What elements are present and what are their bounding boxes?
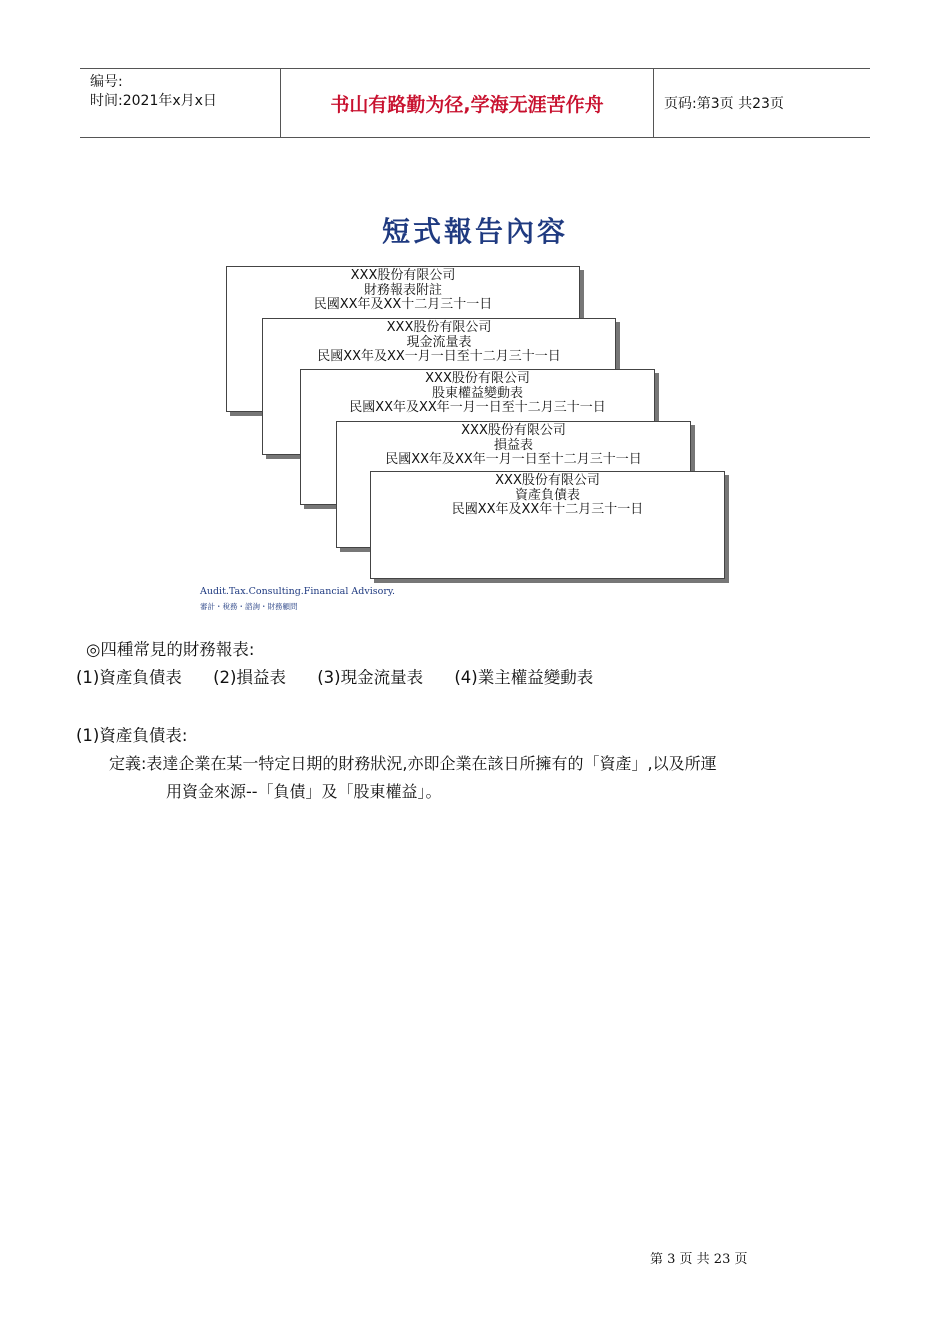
- diagram-title: 短式報告內容: [381, 215, 568, 248]
- header-page-info: 页码:第3页 共23页: [664, 96, 784, 112]
- definition-line-1: 定義:表達企業在某一特定日期的財務狀況,亦即企業在該日所擁有的「資產」,以及所運: [109, 754, 717, 773]
- card-line: XXX股份有限公司: [425, 371, 530, 386]
- definition-line-2: 用資金來源--「負債」及「股東權益」。: [166, 782, 442, 801]
- card-line: 財務報表附註: [363, 282, 442, 298]
- report-card-balance-sheet: [370, 471, 725, 579]
- card-line: 民國XX年及XX年一月一日至十二月三十一日: [349, 400, 606, 415]
- card-line: 損益表: [493, 437, 533, 453]
- report-type-item: (1)資產負債表: [76, 668, 182, 687]
- card-line: 民國XX年及XX一月一日至十二月三十一日: [317, 349, 561, 364]
- report-types-list: [76, 664, 619, 688]
- card-line: XXX股份有限公司: [495, 473, 600, 488]
- page-header: [80, 68, 870, 138]
- subheading: (1)資產負債表:: [76, 726, 188, 745]
- card-line: XXX股份有限公司: [386, 320, 492, 335]
- card-line: 民國XX年及XX年一月一日至十二月三十一日: [385, 452, 642, 467]
- document-date: 时间:2021年x月x日: [90, 93, 217, 109]
- report-type-item: (3)現金流量表: [317, 668, 424, 687]
- card-line: 民國XX年及XX十二月三十一日: [313, 297, 493, 312]
- card-line: 資產負債表: [514, 487, 580, 503]
- brand-tagline-zh: 審計・稅務・諮詢・財務顧問: [200, 602, 298, 611]
- card-line: XXX股份有限公司: [461, 423, 566, 438]
- card-line: XXX股份有限公司: [350, 268, 456, 283]
- page-footer: 第 3 页 共 23 页: [650, 1252, 748, 1267]
- card-line: 民國XX年及XX年十二月三十一日: [451, 502, 644, 517]
- header-meta: [80, 69, 281, 137]
- card-line: 股東權益變動表: [431, 385, 523, 401]
- report-type-item: (2)損益表: [213, 668, 286, 687]
- brand-tagline-en: Audit.Tax.Consulting.Financial Advisory.: [200, 586, 396, 597]
- header-motto: 书山有路勤为径,学海无涯苦作舟: [281, 69, 654, 137]
- card-line: 現金流量表: [406, 334, 472, 350]
- section-heading: ◎四種常見的財務報表:: [86, 640, 255, 659]
- document-number: 编号:: [90, 74, 123, 90]
- report-type-item: (4)業主權益變動表: [454, 668, 594, 687]
